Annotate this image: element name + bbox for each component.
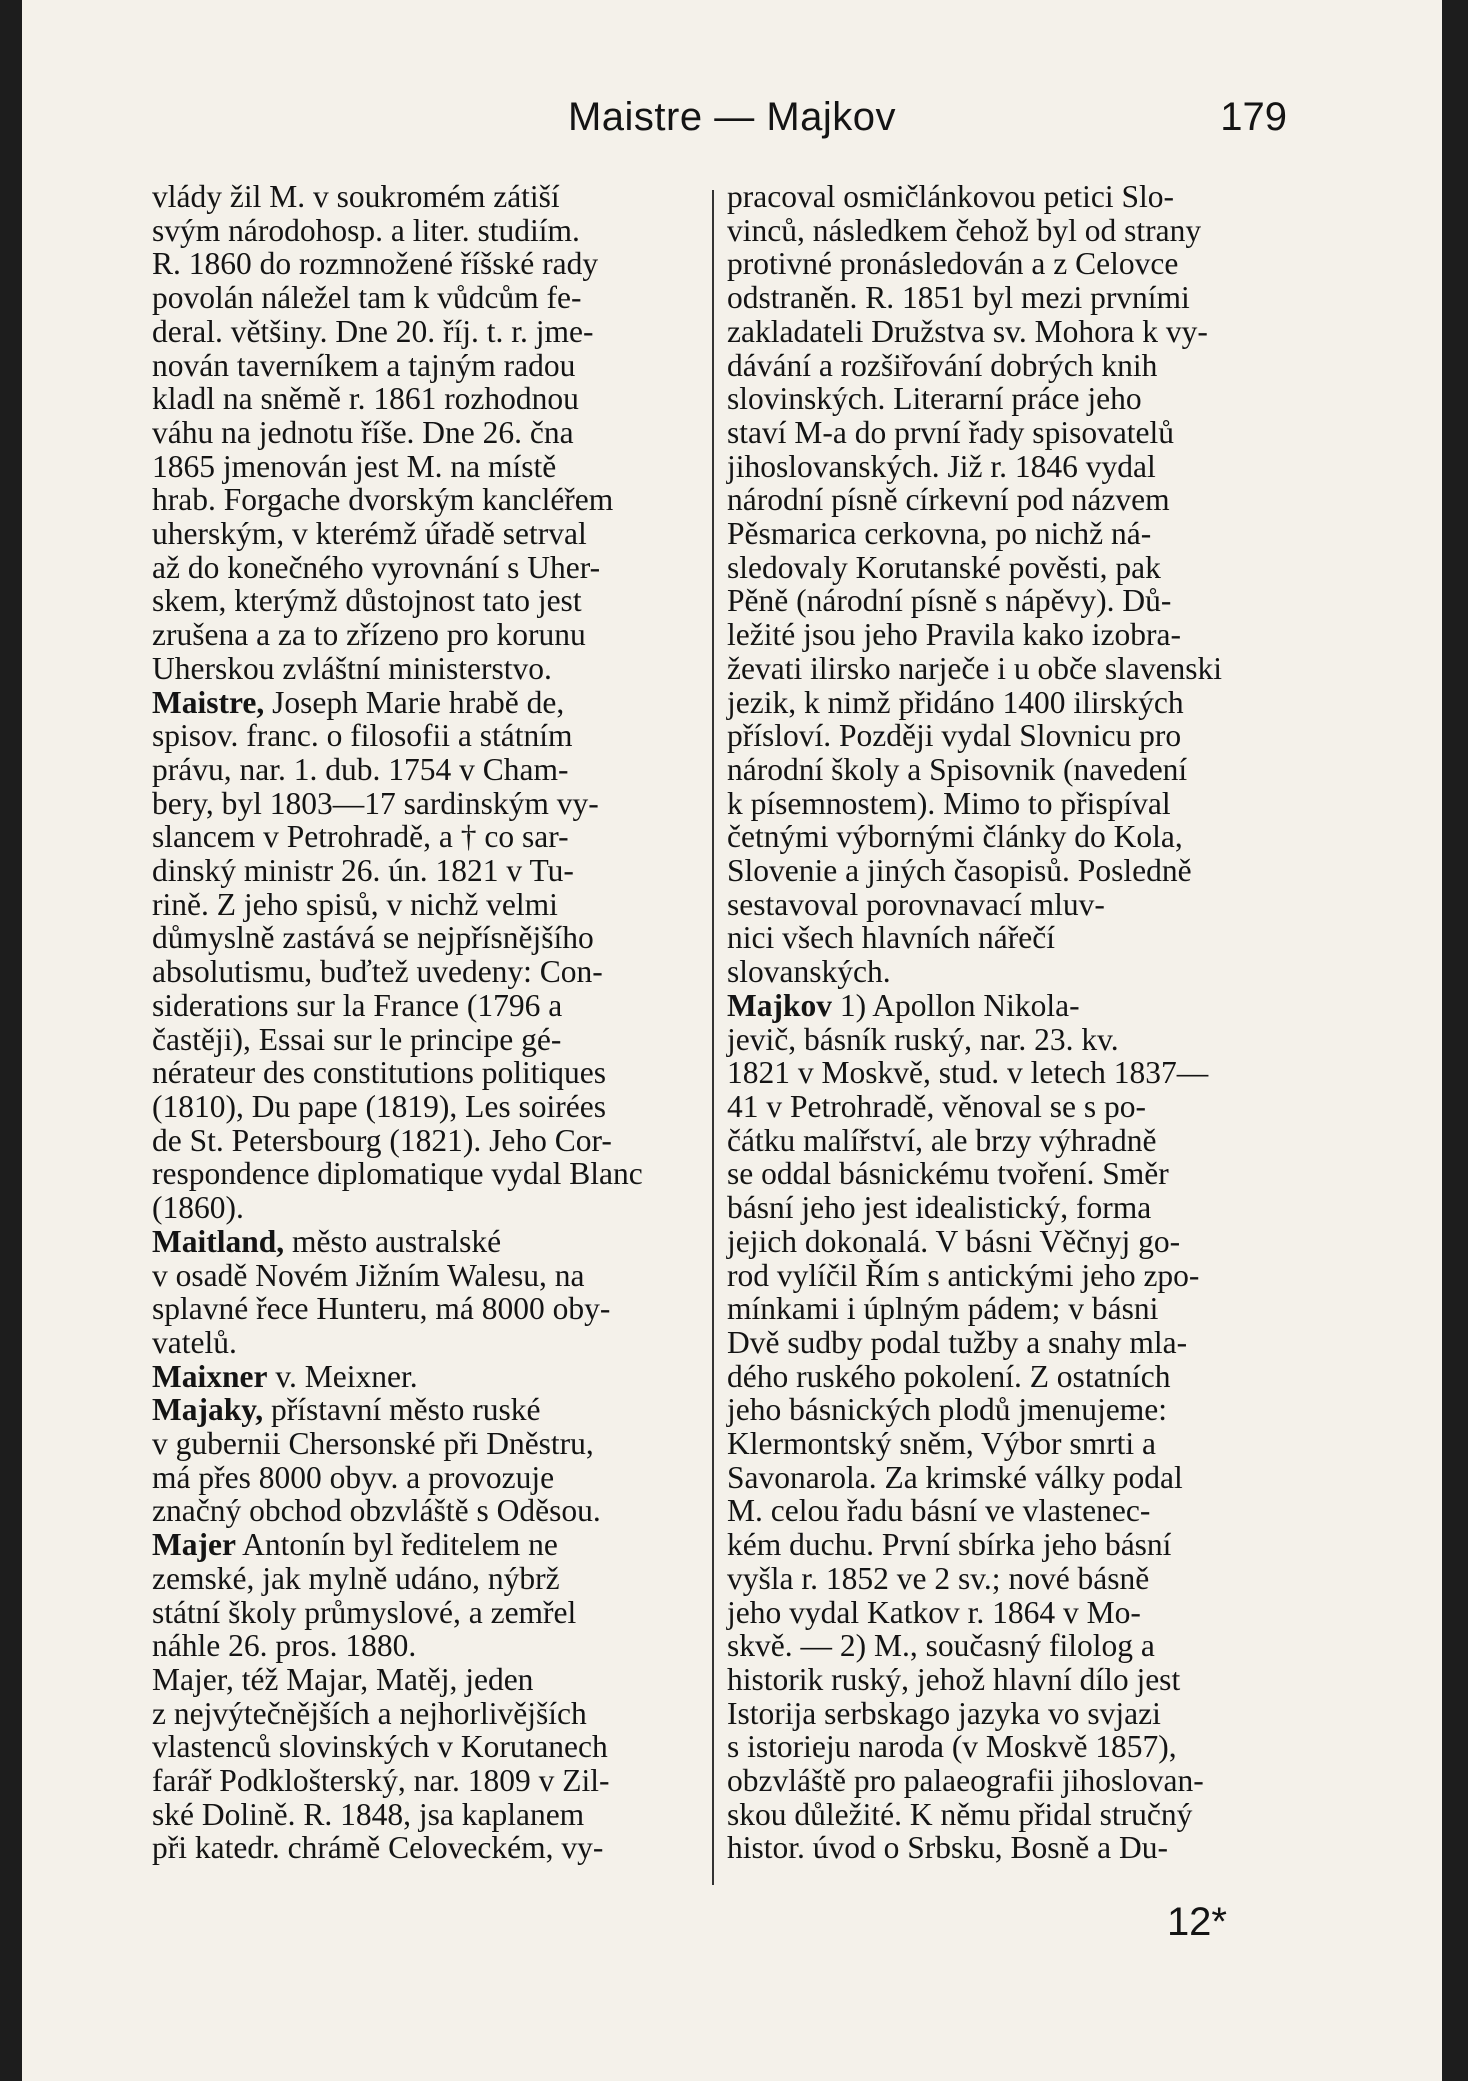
text-line: četnými výbornými články do Kola,	[727, 819, 1183, 855]
text-line: skou důležité. K němu přidal stručný	[727, 1796, 1193, 1832]
column-divider	[712, 190, 714, 1885]
text-line: v osadě Novém Jižním Walesu, na	[152, 1257, 585, 1293]
text-line: ské Dolině. R. 1848, jsa kaplanem	[152, 1796, 585, 1832]
text-line: kladl na sněmě r. 1861 rozhodnou	[152, 381, 579, 417]
text-line: dávání a rozšiřování dobrých knih	[727, 347, 1158, 383]
text-line: Savonarola. Za krimské války podal	[727, 1459, 1183, 1495]
text-line: rod vylíčil Řím s antickými jeho zpo-	[727, 1257, 1200, 1293]
text-line: Maistre, Joseph Marie hrabě de,	[152, 684, 565, 720]
text-line: M. celou řadu básní ve vlastenec-	[727, 1493, 1151, 1529]
text-line: častěji), Essai sur le principe gé-	[152, 1021, 562, 1057]
text-line: obzvláště pro palaeografii jihoslovan-	[727, 1763, 1204, 1799]
text-line: spisov. franc. o filosofii a státním	[152, 718, 573, 754]
text-line: jeho básnických plodů jmenujeme:	[727, 1392, 1168, 1428]
text-line: Uherskou zvláštní ministerstvo.	[152, 650, 552, 686]
text-line: nován taverníkem a tajným radou	[152, 347, 576, 383]
text-line: právu, nar. 1. dub. 1754 v Cham-	[152, 751, 569, 787]
text-line: dého ruského pokolení. Z ostatních	[727, 1358, 1171, 1394]
text-line: z nejvýtečnějších a nejhorlivějších	[152, 1695, 587, 1731]
text-line: slancem v Petrohradě, a † co sar-	[152, 819, 569, 855]
text-line: Slovenie a jiných časopisů. Posledně	[727, 853, 1192, 889]
text-line: s istorieju naroda (v Moskvě 1857),	[727, 1729, 1177, 1765]
text-line: Majer Antonín byl ředitelem ne	[152, 1527, 558, 1563]
text-line: Dvě sudby podal tužby a snahy mla-	[727, 1324, 1188, 1360]
text-line: Maixner v. Meixner.	[152, 1358, 418, 1394]
text-line: sledovaly Korutanské pověsti, pak	[727, 549, 1161, 585]
text-line: národní písně církevní pod názvem	[727, 482, 1170, 518]
text-line: vlády žil M. v soukromém zátiší	[152, 179, 560, 214]
text-line: básní jeho jest idealistický, forma	[727, 1190, 1152, 1226]
text-line: slovanských.	[727, 954, 891, 990]
text-line: R. 1860 do rozmnožené říšské rady	[152, 246, 599, 282]
text-line: pracoval osmičlánkovou petici Slo-	[727, 179, 1175, 214]
text-line: farář Podklošterský, nar. 1809 v Zil-	[152, 1763, 610, 1799]
text-line: mínkami i úplným pádem; v básni	[727, 1291, 1159, 1327]
text-line: Majaky, přístavní město ruské	[152, 1392, 541, 1428]
text-line: odstraněn. R. 1851 byl mezi prvními	[727, 280, 1190, 316]
page-number: 179	[1220, 95, 1287, 139]
text-line: jezik, k nimž přidáno 1400 ilirských	[727, 684, 1184, 720]
text-line: má přes 8000 obyv. a provozuje	[152, 1459, 555, 1495]
text-line: vlastenců slovinských v Korutanech	[152, 1729, 608, 1765]
text-line: až do konečného vyrovnání s Uher-	[152, 549, 601, 585]
left-column	[152, 180, 712, 1865]
text-line: bery, byl 1803—17 sardinským vy-	[152, 785, 599, 821]
text-line: důmyslně zastává se nejpřísnějšího	[152, 920, 594, 956]
text-line: jihoslovanských. Již r. 1846 vydal	[727, 448, 1156, 484]
running-head: Maistre — Majkov	[567, 95, 897, 139]
text-line: k písemnostem). Mimo to přispíval	[727, 785, 1171, 821]
text-line: vyšla r. 1852 ve 2 sv.; nové básně	[727, 1560, 1150, 1596]
text-line: zakladateli Družstva sv. Mohora k vy-	[727, 313, 1208, 349]
text-line: histor. úvod o Srbsku, Bosně a Du-	[727, 1830, 1168, 1866]
text-line: siderations sur la France (1796 a	[152, 987, 563, 1023]
right-column	[727, 180, 1287, 1865]
text-line: státní školy průmyslové, a zemřel	[152, 1594, 577, 1630]
text-line: při katedr. chrámě Celoveckém, vy-	[152, 1830, 604, 1866]
text-line: protivné pronásledován a z Celovce	[727, 246, 1179, 282]
text-line: rině. Z jeho spisů, v nichž velmi	[152, 886, 558, 922]
text-line: (1810), Du pape (1819), Les soirées	[152, 1088, 606, 1124]
text-line: značný obchod obzvláště s Oděsou.	[152, 1493, 601, 1529]
text-line: skvě. — 2) M., současný filolog a	[727, 1628, 1155, 1664]
text-line: nérateur des constitutions politiques	[152, 1055, 607, 1091]
text-line: v gubernii Chersonské při Dněstru,	[152, 1426, 594, 1462]
text-line: deral. většiny. Dne 20. říj. t. r. jme-	[152, 313, 594, 349]
text-line: (1860).	[152, 1190, 244, 1226]
page-header	[22, 95, 1442, 155]
text-line: zrušena a za to zřízeno pro korunu	[152, 617, 586, 653]
text-line: dinský ministr 26. ún. 1821 v Tu-	[152, 853, 574, 889]
text-line: Klermontský sněm, Výbor smrti a	[727, 1426, 1157, 1462]
text-line: vinců, následkem čehož byl od strany	[727, 212, 1202, 248]
text-line: národní školy a Spisovnik (navedení	[727, 751, 1188, 787]
text-line: skem, kterýmž důstojnost tato jest	[152, 583, 582, 619]
text-line: jejich dokonalá. V básni Věčnyj go-	[727, 1223, 1181, 1259]
text-line: splavné řece Hunteru, má 8000 oby-	[152, 1291, 611, 1327]
text-line: uherským, v kterémž úřadě setrval	[152, 516, 587, 552]
text-line: historik ruský, jehož hlavní dílo jest	[727, 1661, 1181, 1697]
text-line: de St. Petersbourg (1821). Jeho Cor-	[152, 1122, 612, 1158]
signature-mark: 12*	[1166, 1900, 1227, 1944]
text-line: čátku malířství, ale brzy výhradně	[727, 1122, 1157, 1158]
text-line: Istorija serbskago jazyka vo svjazi	[727, 1695, 1161, 1731]
text-line: nici všech hlavních nářečí	[727, 920, 1055, 956]
text-line: Maitland, město australské	[152, 1223, 502, 1259]
text-line: kém duchu. První sbírka jeho básní	[727, 1527, 1172, 1563]
text-line: absolutismu, buďtež uvedeny: Con-	[152, 954, 603, 990]
text-line: svým národohosp. a liter. studiím.	[152, 212, 580, 248]
text-line: zemské, jak mylně udáno, nýbrž	[152, 1560, 560, 1596]
text-line: 1865 jmenován jest M. na místě	[152, 448, 557, 484]
text-line: respondence diplomatique vydal Blanc	[152, 1156, 643, 1192]
document-page	[22, 0, 1442, 2081]
text-line: 41 v Petrohradě, věnoval se s po-	[727, 1088, 1147, 1124]
text-line: přísloví. Později vydal Slovnicu pro	[727, 718, 1182, 754]
text-line: sestavoval porovnavací mluv-	[727, 886, 1105, 922]
text-line: Majer, též Majar, Matěj, jeden	[152, 1661, 534, 1697]
text-line: Pěně (národní písně s nápěvy). Dů-	[727, 583, 1172, 619]
text-line: se oddal básnickému tvoření. Směr	[727, 1156, 1169, 1192]
text-line: 1821 v Moskvě, stud. v letech 1837—	[727, 1055, 1209, 1091]
text-line: jevič, básník ruský, nar. 23. kv.	[727, 1021, 1119, 1057]
text-line: jeho vydal Katkov r. 1864 v Mo-	[727, 1594, 1141, 1630]
text-line: povolán náležel tam k vůdcům fe-	[152, 280, 582, 316]
text-line: náhle 26. pros. 1880.	[152, 1628, 417, 1664]
text-line: ževati ilirsko narječe i u obče slavenski	[727, 650, 1223, 686]
text-line: hrab. Forgache dvorským kancléřem	[152, 482, 614, 518]
text-line: vatelů.	[152, 1324, 237, 1360]
text-line: ležité jsou jeho Pravila kako izobra-	[727, 617, 1181, 653]
text-line: Pěsmarica cerkovna, po nichž ná-	[727, 516, 1152, 552]
text-line: slovinských. Literarní práce jeho	[727, 381, 1142, 417]
text-line: váhu na jednotu říše. Dne 26. čna	[152, 414, 574, 450]
text-line: staví M-a do první řady spisovatelů	[727, 414, 1175, 450]
text-line: Majkov 1) Apollon Nikola-	[727, 987, 1080, 1023]
